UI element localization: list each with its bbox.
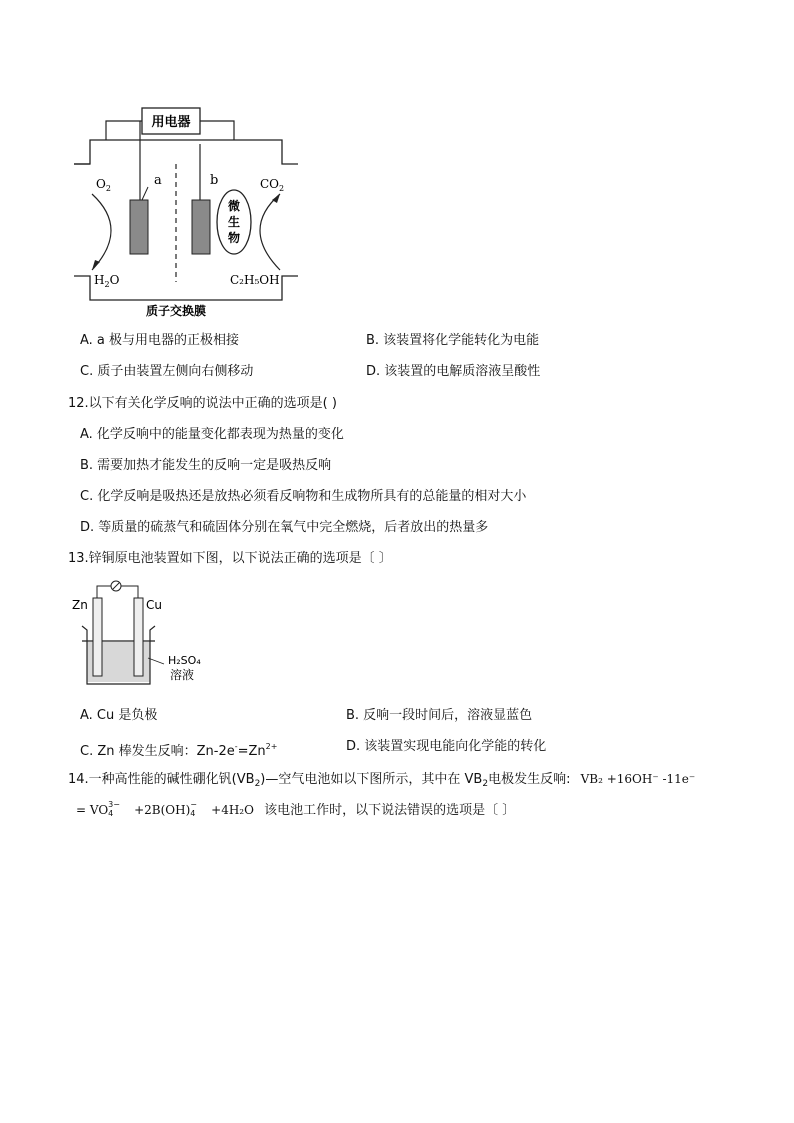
membrane-label: 质子交换膜 <box>145 304 207 318</box>
device-label: 用电器 <box>151 115 191 130</box>
q14-stem-line1: 14.一种高性能的碱性硼化钒$(VB_2)—$空气电池如以下图所示，其中在 $VB_2$电极发生反响: VB₂ +16OH⁻ -11e⁻ <box>68 772 696 789</box>
q12-option-d: D. 等质量的硫蒸气和硫固体分别在氧气中完全燃烧，后者放出的热量多 <box>80 520 489 535</box>
q13-option-d: D. 该装置实现电能向化学能的转化 <box>346 739 547 754</box>
electrode-a <box>130 200 148 254</box>
q11-option-c: C. 质子由装置左侧向右侧移动 <box>80 364 254 379</box>
svg-text:溶液: 溶液 <box>170 668 195 682</box>
svg-text:O2: $O_2$ <box>96 177 111 193</box>
svg-text:Cu: Cu <box>146 598 162 612</box>
q13-option-c: C. Zn 棒发生反响：$Zn-2e^-=Zn^{2+}$ <box>80 742 278 759</box>
fuel-cell-figure <box>70 104 302 320</box>
svg-text:H2O: $H_2O$ <box>94 273 120 289</box>
q14-half-reaction: VB₂ +16OH⁻ -11e⁻ <box>580 772 696 786</box>
right-arrow <box>260 194 280 270</box>
q12-option-b: B. 需要加热才能发生的反响一定是吸热反响 <box>80 458 332 473</box>
svg-text:物: 物 <box>227 231 241 245</box>
svg-text:微: 微 <box>227 199 241 213</box>
svg-text:CO2: $CO_2$ <box>260 177 285 193</box>
q13-stem: 13.锌铜原电池装置如下图，以下说法正确的选项是〔 〕 <box>68 551 392 566</box>
left-arrow <box>92 194 111 270</box>
svg-text:Zn: Zn <box>72 598 88 612</box>
svg-text:C₂H₅OH: C₂H₅OH <box>230 273 280 287</box>
svg-text:H₂SO₄: H₂SO₄ <box>168 654 201 667</box>
svg-text:生: 生 <box>227 215 241 229</box>
copper-rod <box>134 598 143 676</box>
q14-stem-line2: = VO 3− 4 +2B(OH) − 4 +4H₂O 该电池工作时，以下说法错误的选项是〔 〕 <box>76 800 516 818</box>
svg-text:a: a <box>154 173 162 188</box>
q11-option-a: A. a 极与用电器的正极相接 <box>80 333 240 348</box>
electrode-b <box>192 200 210 254</box>
zinc-rod <box>93 598 102 676</box>
svg-text:b: b <box>210 173 219 188</box>
q11-option-d: D. 该装置的电解质溶液呈酸性 <box>366 364 541 379</box>
q13-option-b: B. 反响一段时间后，溶液显蓝色 <box>346 708 533 723</box>
q12-option-c: C. 化学反响是吸热还是放热必须看反响物和生成物所具有的总能量的相对大小 <box>80 489 527 504</box>
q12-option-a: A. 化学反响中的能量变化都表现为热量的变化 <box>80 427 344 442</box>
q13-option-a: A. Cu 是负极 <box>80 708 158 723</box>
zinc-copper-cell-figure <box>68 578 228 692</box>
q11-option-b: B. 该装置将化学能转化为电能 <box>366 333 540 348</box>
q12-stem: 12.以下有关化学反响的说法中正确的选项是( ) <box>68 396 337 411</box>
